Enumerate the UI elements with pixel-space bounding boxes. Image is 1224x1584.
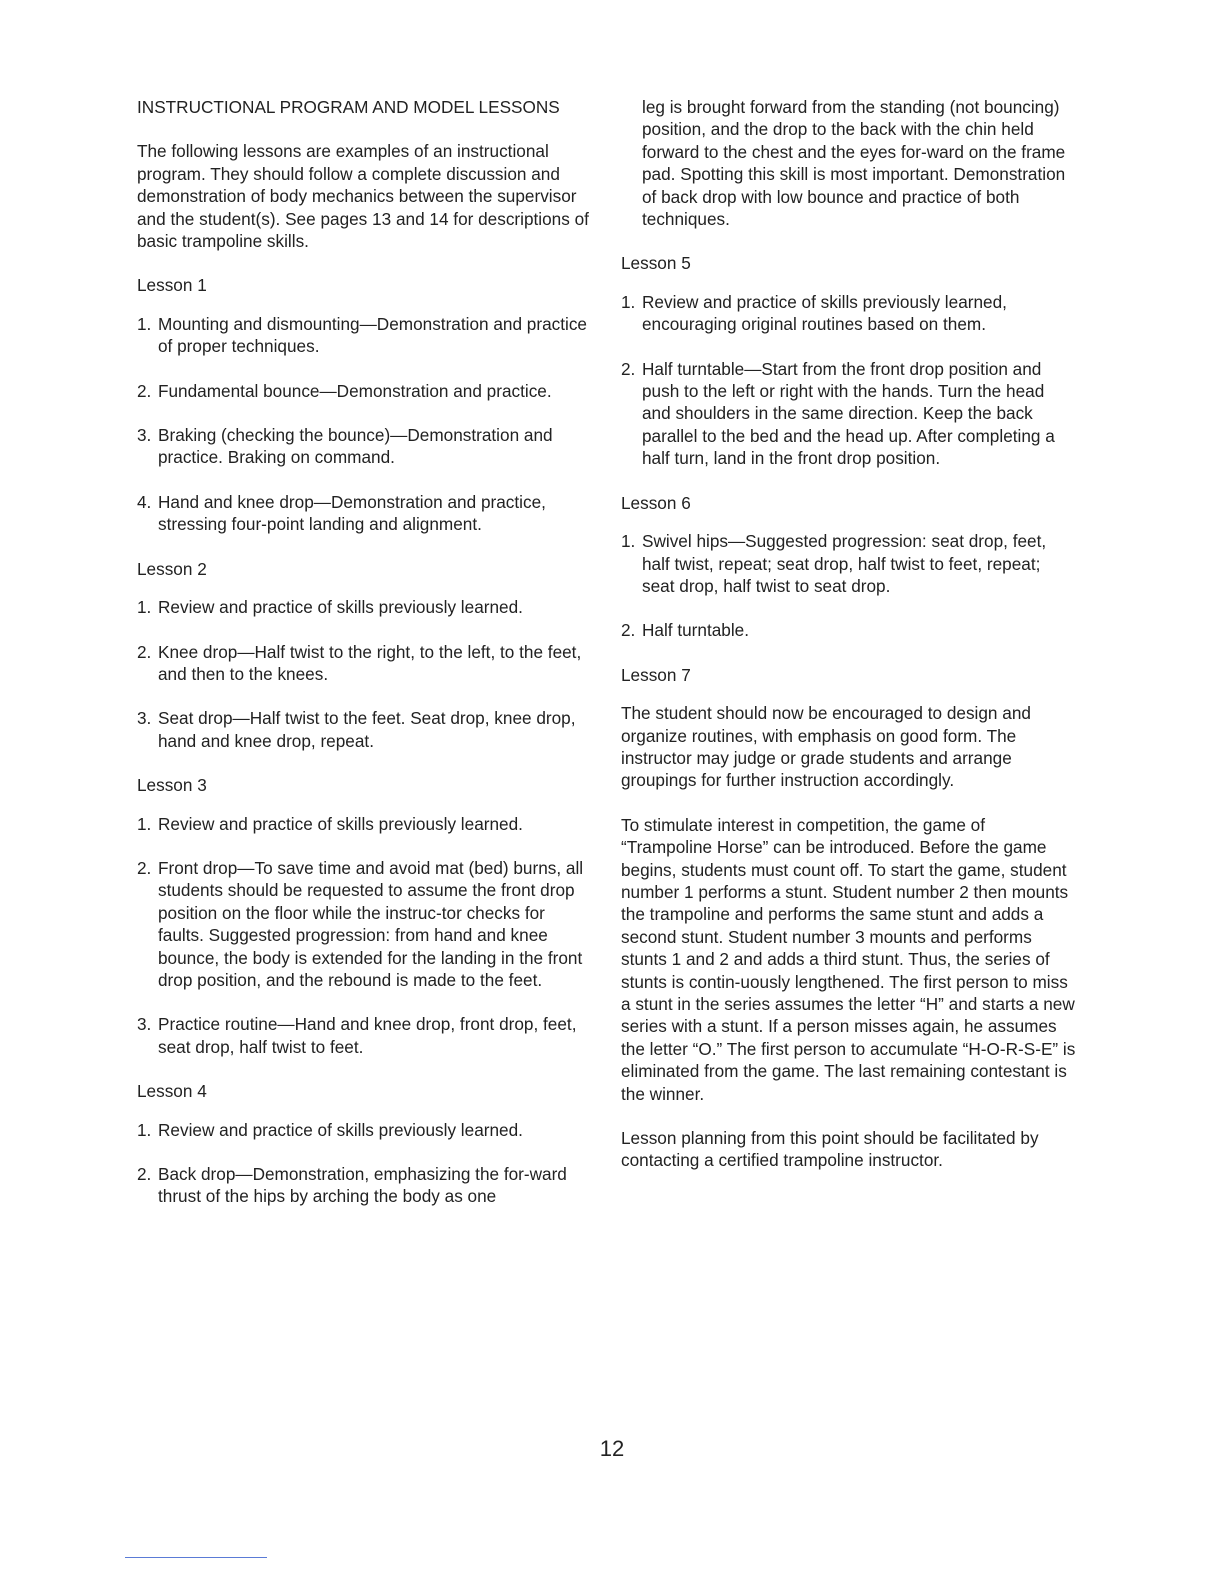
item-text: Half turntable—Start from the front drop position and push to the left or right with the hands. Turn the head and shoulders in the same direction. Keep the back parallel to the bed and the head up. After completing a half turn, land in the front drop position. bbox=[642, 358, 1055, 469]
item-number: 4. bbox=[137, 491, 152, 512]
list-item bbox=[137, 596, 593, 618]
item-text: Seat drop—Half twist to the feet. Seat drop, knee drop, hand and knee drop, repeat. bbox=[158, 708, 576, 751]
lesson-4-continued-text: leg is brought forward from the standing (not bouncing) position, and the drop to the back with the chin held forward to the chest and the eyes for-ward on the frame pad. Spotting this skill is most important. Demonstration of back drop with low bounce and practice of both techniques. bbox=[642, 97, 1066, 230]
intro-paragraph: The following lessons are examples of an instructional program. They should follow a complete discussion and demonstration of body mechanics between the supervisor and the student(s). See pages 13 and 14 for descriptions of basic trampoline skills. bbox=[137, 141, 589, 252]
item-text: Braking (checking the bounce)—Demonstration and practice. Braking on command. bbox=[158, 425, 553, 468]
item-text: Knee drop—Half twist to the right, to the left, to the feet, and then to the knees. bbox=[158, 641, 582, 684]
list-item bbox=[621, 291, 1077, 336]
right-column bbox=[621, 96, 1077, 1194]
lesson-7-title: Lesson 7 bbox=[621, 664, 691, 685]
list-item bbox=[137, 380, 593, 402]
item-text: Fundamental bounce—Demonstration and practice. bbox=[158, 380, 552, 401]
list-item bbox=[137, 813, 593, 835]
left-column bbox=[137, 96, 593, 1230]
footnote-divider bbox=[125, 1557, 267, 1558]
item-text: Hand and knee drop—Demonstration and practice, stressing four-point landing and alignment. bbox=[158, 491, 546, 535]
item-text: Review and practice of skills previously learned. bbox=[158, 1119, 523, 1140]
lesson-7-paragraph-2: To stimulate interest in competition, the game of “Trampoline Horse” can be introduced. Before the game begins, students must count off. To start the game, student number 1 performs a stunt. Student number 2 then mounts the trampoline and performs the same stunt and adds a second stunt. Student number 3 mounts and performs stunts 1 and 2 and adds a third stunt. Thus, the series of stunts is contin-uously lengthened. The first person to miss a stunt in the series assumes the letter “H” and starts a new series with a stunt. If a person misses again, he assumes the letter “O.” The first person to accumulate “H-O-R-S-E” is eliminated from the game. The last remaining contestant is the winner. bbox=[621, 814, 1076, 1104]
item-number: 2. bbox=[621, 620, 636, 641]
item-text: Review and practice of skills previously learned. bbox=[158, 597, 523, 618]
item-number: 1. bbox=[137, 1119, 152, 1140]
list-item bbox=[137, 857, 593, 991]
list-item bbox=[621, 530, 1077, 597]
item-number: 1. bbox=[137, 313, 152, 334]
list-item bbox=[137, 424, 593, 469]
item-text: Practice routine—Hand and knee drop, front drop, feet, seat drop, half twist to feet. bbox=[158, 1014, 577, 1057]
list-item bbox=[621, 358, 1077, 470]
list-item bbox=[137, 1119, 593, 1141]
item-number: 2. bbox=[621, 358, 636, 379]
item-text: Review and practice of skills previously learned, encouraging original routines based on them. bbox=[642, 291, 1007, 335]
lesson-2-title: Lesson 2 bbox=[137, 558, 207, 579]
lesson-3-title: Lesson 3 bbox=[137, 775, 207, 796]
item-number: 3. bbox=[137, 708, 152, 729]
item-number: 3. bbox=[137, 425, 152, 446]
page-number: 12 bbox=[599, 1436, 625, 1461]
list-item bbox=[137, 491, 593, 536]
lesson-7-paragraph-1: The student should now be encouraged to design and organize routines, with emphasis on good form. The instructor may judge or grade students and arrange groupings for further instruction accordingly. bbox=[621, 703, 1031, 791]
item-number: 1. bbox=[137, 597, 152, 618]
item-number: 2. bbox=[137, 857, 152, 878]
item-number: 1. bbox=[621, 531, 636, 552]
lesson-4-title: Lesson 4 bbox=[137, 1081, 207, 1102]
item-text: Half turntable. bbox=[642, 620, 750, 641]
list-item bbox=[137, 641, 593, 686]
lesson-6-title: Lesson 6 bbox=[621, 492, 691, 513]
item-number: 1. bbox=[137, 813, 152, 834]
item-text: Back drop—Demonstration, emphasizing the for-ward thrust of the hips by arching the body as one bbox=[158, 1164, 567, 1207]
list-item bbox=[137, 1013, 593, 1058]
list-item bbox=[137, 707, 593, 752]
list-item bbox=[621, 619, 1077, 641]
item-number: 2. bbox=[137, 1164, 152, 1184]
item-text: Review and practice of skills previously learned. bbox=[158, 813, 523, 834]
item-number: 2. bbox=[137, 380, 152, 401]
lesson-7-paragraph-3: Lesson planning from this point should be facilitated by contacting a certified trampoline instructor. bbox=[621, 1128, 1039, 1171]
lesson-5-title: Lesson 5 bbox=[621, 253, 691, 274]
list-item bbox=[137, 313, 593, 358]
lesson-1-title: Lesson 1 bbox=[137, 275, 207, 296]
item-number: 1. bbox=[621, 291, 636, 312]
item-text: Front drop—To save time and avoid mat (bed) burns, all students should be requested to assume the front drop position on the floor while the instruc-tor checks for faults. Suggested progression: from hand and knee bounce, the body is extended for the landing in the front drop position, and the rebound is made to the feet. bbox=[158, 857, 584, 990]
item-text: Mounting and dismounting—Demonstration and practice of proper techniques. bbox=[158, 313, 587, 357]
item-number: 2. bbox=[137, 641, 152, 662]
list-item bbox=[137, 1163, 593, 1208]
item-number: 3. bbox=[137, 1014, 152, 1035]
item-text: Swivel hips—Suggested progression: seat drop, feet, half twist, repeat; seat drop, half twist to feet, repeat; seat drop, half twist to seat drop. bbox=[642, 531, 1047, 596]
section-heading: INSTRUCTIONAL PROGRAM AND MODEL LESSONS bbox=[137, 97, 560, 117]
